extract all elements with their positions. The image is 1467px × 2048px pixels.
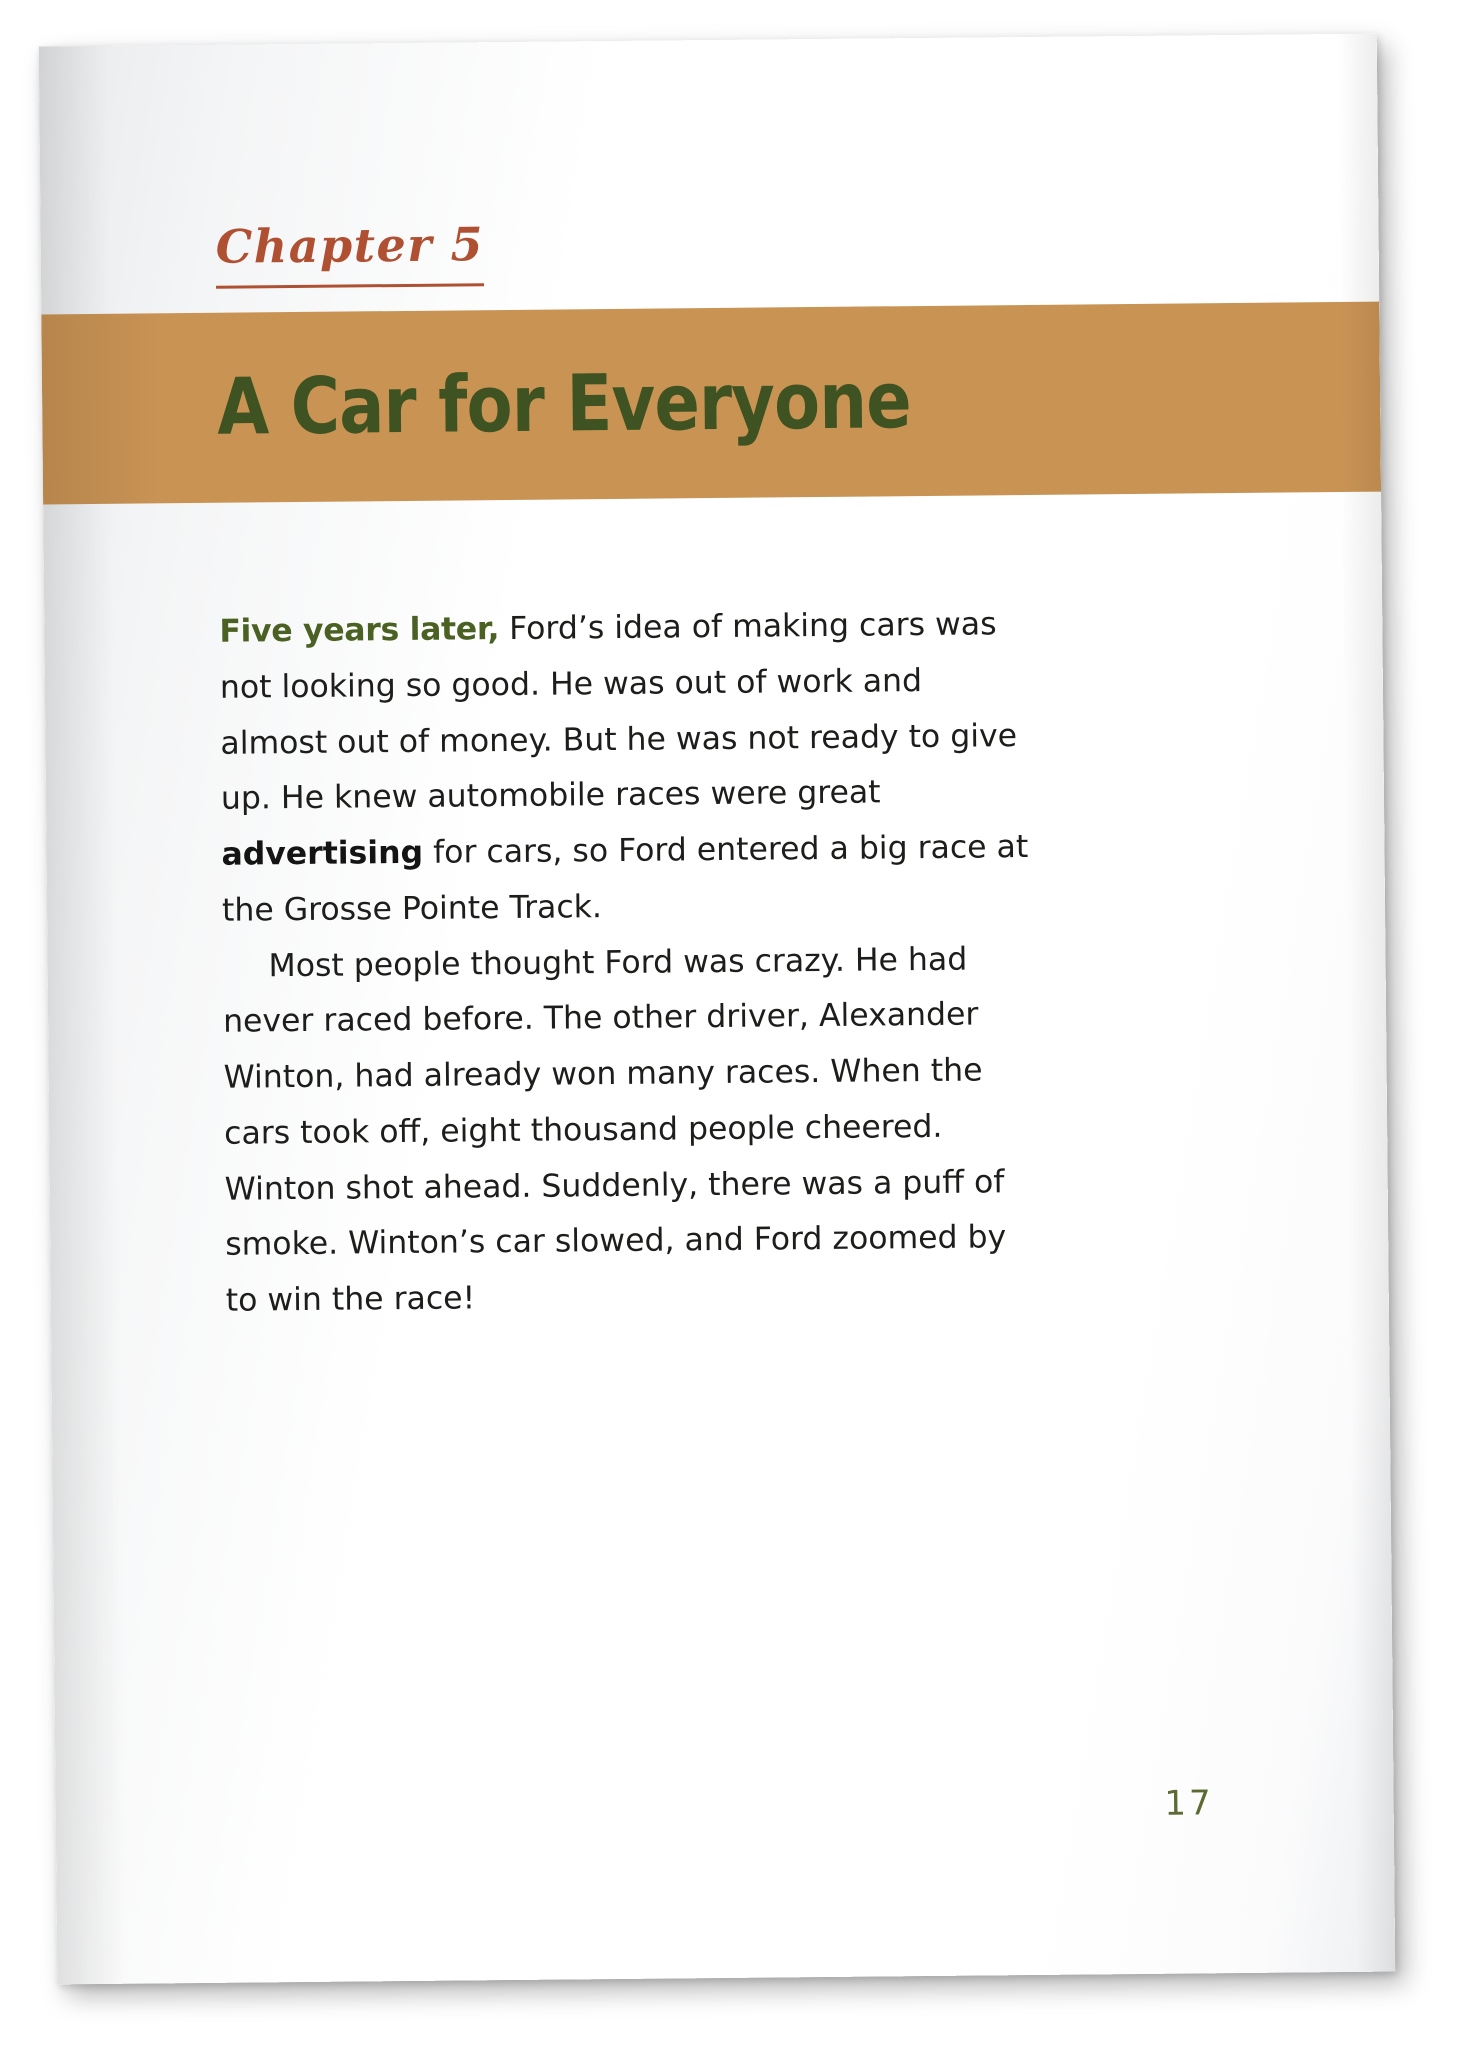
- chapter-title-band: [41, 302, 1381, 505]
- band-shading: [41, 313, 163, 504]
- chapter-title: A Car for Everyone: [216, 356, 912, 453]
- paragraph-1-text-after-vocab: for cars, so Ford entered a big race at the Grosse Pointe Track.: [221, 829, 1029, 929]
- paragraph-2: Most people thought Ford was crazy. He had never raced before. The other driver, Alexander Winton, had already won many races. When the cars took off, eight thousand people cheered. Winton shot ahead. Suddenly, there was a puff of smoke. Winton’s car slowed, and Ford zoomed by to win the race!: [222, 941, 1007, 1319]
- book-page: [39, 34, 1396, 1985]
- body-text: [219, 597, 1036, 1329]
- paragraph-1-text-before-vocab: Ford’s idea of making cars was not looking so good. He was out of work and almost out of money. But he was not ready to give up. He knew automobile races were great: [219, 606, 1018, 818]
- page-number: 17: [1164, 1783, 1214, 1824]
- paragraph-lead-in: Five years later,: [219, 611, 500, 650]
- chapter-label: Chapter 5: [215, 217, 484, 289]
- vocabulary-word: advertising: [221, 834, 424, 873]
- paragraph-1: [219, 597, 1032, 939]
